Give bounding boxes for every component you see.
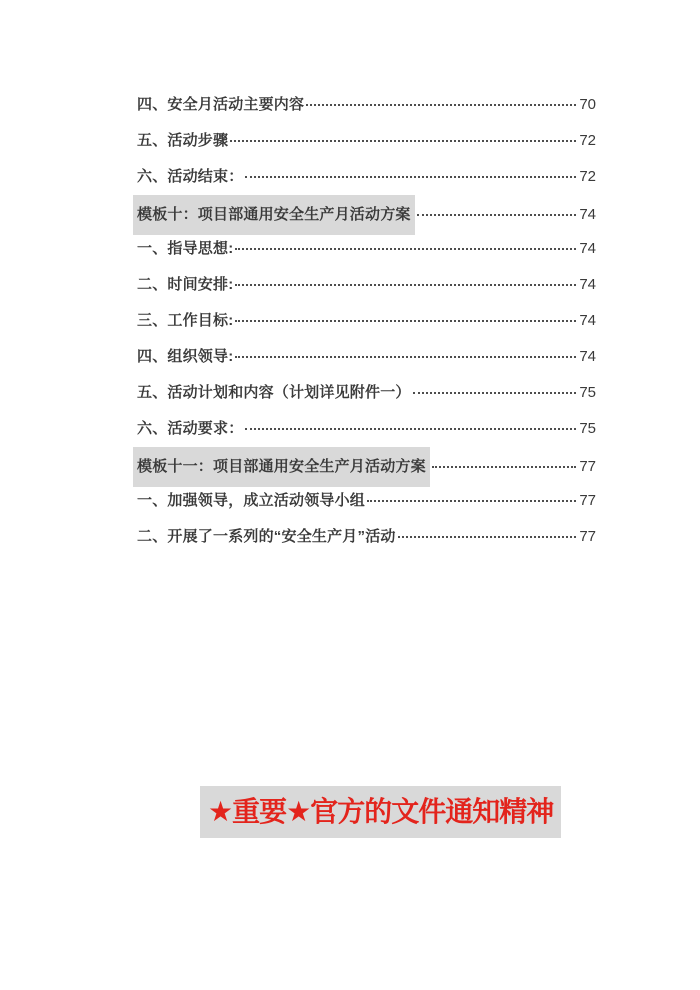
- toc-dot-leader: [306, 104, 576, 106]
- toc-dot-leader: [245, 428, 576, 430]
- toc-page-number: 72: [579, 168, 596, 185]
- toc-dot-leader: [235, 248, 576, 250]
- toc-entry[interactable]: [137, 123, 596, 159]
- toc-dot-leader: [245, 176, 576, 178]
- toc-entry-label: 一、加强领导，成立活动领导小组: [137, 492, 366, 509]
- toc-entry-label: 五、活动步骤: [137, 132, 229, 149]
- toc-entry[interactable]: [137, 231, 596, 267]
- toc-entry-label: 模板十：项目部通用安全生产月活动方案: [133, 195, 415, 235]
- toc-page-number: 77: [579, 458, 596, 475]
- toc-entry-label: 五、活动计划和内容（计划详见附件一）: [137, 384, 411, 401]
- toc-page-number: 74: [579, 276, 596, 293]
- toc-entry[interactable]: [137, 483, 596, 519]
- toc-entry-label: 三、工作目标:: [137, 312, 234, 329]
- toc-page-number: 70: [579, 96, 596, 113]
- toc-dot-leader: [367, 500, 576, 502]
- toc-entry[interactable]: [137, 303, 596, 339]
- toc-dot-leader: [398, 536, 577, 538]
- toc-entry[interactable]: [137, 375, 596, 411]
- toc-page-number: 77: [579, 528, 596, 545]
- toc-page-number: 72: [579, 132, 596, 149]
- toc-page-number: 74: [579, 240, 596, 257]
- toc-entry[interactable]: [137, 339, 596, 375]
- toc-entry[interactable]: [137, 267, 596, 303]
- toc-entry-label: 四、组织领导:: [137, 348, 234, 365]
- toc-entry[interactable]: [137, 447, 596, 483]
- toc-dot-leader: [230, 140, 576, 142]
- toc-dot-leader: [413, 392, 577, 394]
- toc-entry-label: 四、安全月活动主要内容: [137, 96, 305, 113]
- toc-page-number: 74: [579, 206, 596, 223]
- toc-entry[interactable]: [137, 195, 596, 231]
- table-of-contents: [137, 87, 596, 555]
- toc-dot-leader: [235, 320, 576, 322]
- toc-entry-label: 一、指导思想:: [137, 240, 234, 257]
- toc-entry-label: 二、时间安排:: [137, 276, 234, 293]
- toc-dot-leader: [432, 466, 577, 468]
- toc-page-number: 77: [579, 492, 596, 509]
- toc-page-number: 74: [579, 312, 596, 329]
- toc-entry-label: 六、活动要求：: [137, 420, 244, 437]
- toc-dot-leader: [235, 356, 576, 358]
- toc-entry[interactable]: [137, 519, 596, 555]
- toc-entry-label: 六、活动结束：: [137, 168, 244, 185]
- toc-entry[interactable]: [137, 411, 596, 447]
- important-notice-banner: ★重要★官方的文件通知精神: [200, 786, 561, 838]
- toc-page-number: 75: [579, 420, 596, 437]
- toc-entry[interactable]: [137, 159, 596, 195]
- toc-entry[interactable]: [137, 87, 596, 123]
- toc-page-number: 74: [579, 348, 596, 365]
- toc-entry-label: 二、开展了一系列的“安全生产月”活动: [137, 528, 396, 545]
- toc-page-number: 75: [579, 384, 596, 401]
- toc-dot-leader: [417, 214, 577, 216]
- toc-dot-leader: [235, 284, 576, 286]
- toc-entry-label: 模板十一：项目部通用安全生产月活动方案: [133, 447, 430, 487]
